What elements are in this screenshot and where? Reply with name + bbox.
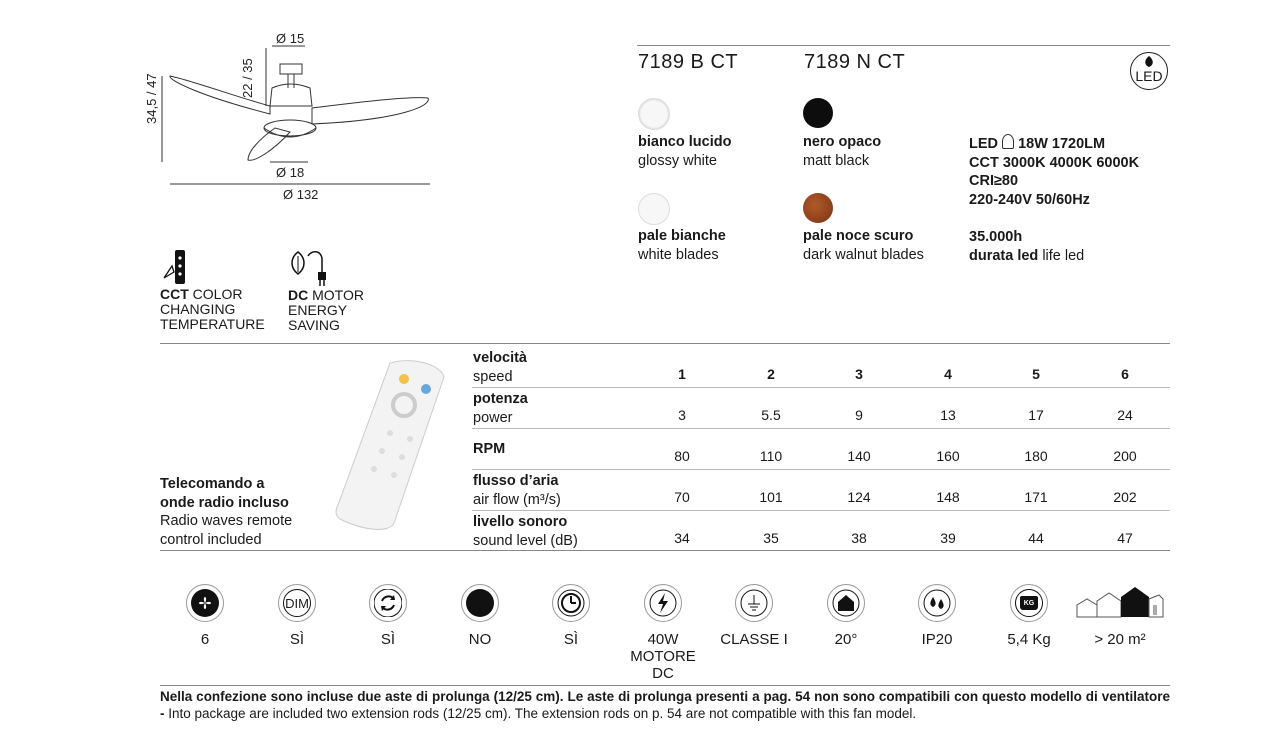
dc-line3: SAVING bbox=[288, 317, 340, 333]
swatch-matt-black bbox=[803, 98, 833, 128]
dc-motor-icon bbox=[288, 248, 334, 288]
speeds-icon bbox=[186, 584, 224, 622]
remote-en-1: Radio waves remote bbox=[160, 513, 293, 529]
finish-walnut-blades-en: dark walnut blades bbox=[803, 246, 924, 263]
table-cell: 24 bbox=[1117, 407, 1133, 423]
table-row-label-it: RPM bbox=[473, 441, 506, 457]
kg-badge-text: KG bbox=[1023, 600, 1035, 607]
finish-white-blades-en: white blades bbox=[638, 246, 719, 263]
dim-span: Ø 132 bbox=[283, 187, 319, 202]
table-cell: 17 bbox=[1028, 407, 1044, 423]
led-life bbox=[969, 228, 1084, 265]
table-row-label-it: potenza bbox=[473, 391, 528, 407]
remote-en-2: control included bbox=[160, 531, 262, 548]
table-row-label-en: power bbox=[473, 409, 513, 426]
swatch-white-blades bbox=[638, 193, 670, 225]
dimmable-value: SÌ bbox=[289, 631, 305, 648]
led-badge-text: LED bbox=[1135, 68, 1163, 84]
table-bottom-rule bbox=[160, 550, 1170, 551]
led-cri: CRI≥80 bbox=[969, 173, 1019, 189]
room-size-value: > 20 m² bbox=[1094, 631, 1146, 648]
motor-icon bbox=[644, 584, 682, 622]
inclination-icon bbox=[827, 584, 865, 622]
night-mode-icon bbox=[461, 584, 499, 622]
dc-rest: MOTOR bbox=[312, 287, 364, 303]
footer-it: Nella confezione sono incluse due aste di prolunga (12/25 cm). Le aste di prolunga presenti a pag. 54 non sono compatibili con questo modello di ventilatore bbox=[160, 689, 1170, 704]
dc-line2: ENERGY bbox=[288, 302, 348, 318]
swatch-walnut-blades bbox=[803, 193, 833, 223]
finish-glossy-white-it: bianco lucido bbox=[638, 134, 732, 150]
footer-sep: - bbox=[160, 705, 169, 721]
dim-rod-height: 22 / 35 bbox=[240, 58, 255, 98]
table-cell: 80 bbox=[674, 448, 690, 464]
ip-rating-icon bbox=[918, 584, 956, 622]
speeds-value: 6 bbox=[200, 631, 210, 648]
fan-drawing bbox=[140, 28, 440, 208]
table-row-label-en: speed bbox=[473, 368, 513, 385]
table-cell: 1 bbox=[678, 366, 686, 382]
table-cell: 5 bbox=[1032, 366, 1040, 382]
table-row-divider bbox=[472, 510, 1170, 511]
dimmable-icon bbox=[278, 584, 316, 622]
table-row-label bbox=[473, 431, 505, 459]
class-value: CLASSE I bbox=[720, 631, 788, 648]
table-cell: 35 bbox=[763, 530, 779, 546]
timer-value: SÌ bbox=[563, 631, 579, 648]
timer-icon bbox=[552, 584, 590, 622]
table-row-label-en: sound level (dB) bbox=[473, 532, 578, 549]
table-cell: 160 bbox=[936, 448, 960, 464]
weight-icon bbox=[1010, 584, 1048, 622]
table-cell: 47 bbox=[1117, 530, 1133, 546]
table-cell: 3 bbox=[678, 407, 686, 423]
dim-top-diameter: Ø 15 bbox=[276, 31, 305, 46]
led-life-en: life led bbox=[1042, 247, 1085, 264]
room-size-icon bbox=[1075, 585, 1165, 624]
led-cct: CCT 3000K 4000K 6000K bbox=[969, 154, 1140, 171]
cct-rest: COLOR bbox=[192, 286, 243, 302]
finish-matt-black-en: matt black bbox=[803, 152, 870, 169]
cct-line2: CHANGING bbox=[160, 301, 236, 317]
finish-walnut-blades-it: pale noce scuro bbox=[803, 228, 914, 244]
table-cell: 171 bbox=[1024, 489, 1048, 505]
table-cell: 6 bbox=[1121, 366, 1129, 382]
finish-white-blades-it: pale bianche bbox=[638, 228, 726, 244]
table-cell: 202 bbox=[1113, 489, 1137, 505]
cct-feature-label bbox=[160, 287, 265, 332]
header-rule bbox=[637, 45, 1170, 46]
led-life-hours: 35.000h bbox=[969, 229, 1023, 245]
table-row-divider bbox=[472, 428, 1170, 429]
table-cell: 39 bbox=[940, 530, 956, 546]
table-cell: 44 bbox=[1028, 530, 1044, 546]
table-cell: 200 bbox=[1113, 448, 1137, 464]
footer-en: Into package are included two extension rods (12/25 cm). The extension rods on p. 54 are not compatible with this fan model. bbox=[168, 705, 917, 721]
dim-light-diameter: Ø 18 bbox=[276, 165, 305, 180]
table-cell: 101 bbox=[759, 489, 783, 505]
table-cell: 13 bbox=[940, 407, 956, 423]
reverse-value: SÌ bbox=[380, 631, 396, 648]
table-row-divider bbox=[472, 387, 1170, 388]
table-row-label-it: velocità bbox=[473, 350, 527, 366]
table-cell: 140 bbox=[847, 448, 871, 464]
table-row-divider bbox=[472, 469, 1170, 470]
table-cell: 180 bbox=[1024, 448, 1048, 464]
remote-it-1: Telecomando a bbox=[160, 476, 265, 492]
dim-badge-text: DIM bbox=[285, 596, 309, 611]
model-code-white: 7189 B CT bbox=[638, 51, 739, 73]
table-row-label bbox=[473, 472, 561, 509]
table-cell: 3 bbox=[855, 366, 863, 382]
footer-note bbox=[160, 689, 1170, 722]
table-row-label bbox=[473, 349, 527, 386]
table-cell: 9 bbox=[855, 407, 863, 423]
finish-matt-black-it: nero opaco bbox=[803, 134, 882, 150]
cct-icon bbox=[162, 248, 192, 288]
table-cell: 4 bbox=[944, 366, 952, 382]
swatch-glossy-white bbox=[638, 98, 670, 130]
table-row-label bbox=[473, 513, 578, 550]
finish-matt-black bbox=[803, 133, 881, 170]
fan-illustration bbox=[140, 28, 440, 208]
dc-feature-label bbox=[288, 288, 364, 333]
table-cell: 5.5 bbox=[761, 407, 781, 423]
finish-glossy-white bbox=[638, 133, 731, 170]
weight-value: 5,4 Kg bbox=[1007, 631, 1051, 648]
led-specs bbox=[969, 134, 1139, 209]
footer-rule bbox=[160, 685, 1170, 686]
bulb-icon bbox=[1002, 134, 1014, 149]
finish-glossy-white-en: glossy white bbox=[638, 152, 717, 169]
finish-white-blades bbox=[638, 227, 726, 264]
led-prefix: LED bbox=[969, 136, 998, 152]
reverse-icon bbox=[369, 584, 407, 622]
table-cell: 38 bbox=[851, 530, 867, 546]
table-cell: 34 bbox=[674, 530, 690, 546]
table-row-label-en: air flow (m³/s) bbox=[473, 491, 561, 508]
table-row-label-it: flusso d’aria bbox=[473, 473, 559, 489]
led-life-it: durata led bbox=[969, 247, 1039, 264]
dc-bold: DC bbox=[288, 287, 309, 303]
led-voltage: 220-240V 50/60Hz bbox=[969, 191, 1090, 208]
remote-caption bbox=[160, 475, 292, 549]
finish-walnut-blades bbox=[803, 227, 924, 264]
model-code-black: 7189 N CT bbox=[804, 51, 906, 73]
inclination-value: 20° bbox=[834, 631, 858, 648]
table-row-label bbox=[473, 390, 528, 427]
table-cell: 124 bbox=[847, 489, 871, 505]
table-cell: 148 bbox=[936, 489, 960, 505]
table-cell: 2 bbox=[767, 366, 775, 382]
table-row-label-it: livello sonoro bbox=[473, 514, 568, 530]
ip-rating-value: IP20 bbox=[921, 631, 953, 648]
table-top-rule bbox=[160, 343, 1170, 344]
led-power: 18W 1720LM bbox=[1018, 136, 1106, 152]
remote-control-image bbox=[330, 355, 460, 535]
dim-total-height: 34,5 / 47 bbox=[144, 73, 159, 124]
led-badge-icon bbox=[1130, 52, 1168, 90]
motor-value: 40W MOTORE DC bbox=[630, 631, 696, 682]
cct-bold: CCT bbox=[160, 286, 189, 302]
cct-line3: TEMPERATURE bbox=[160, 316, 265, 332]
table-cell: 110 bbox=[759, 448, 783, 464]
class-icon bbox=[735, 584, 773, 622]
table-cell: 70 bbox=[674, 489, 690, 505]
remote-it-2: onde radio incluso bbox=[160, 494, 289, 511]
night-mode-value: NO bbox=[468, 631, 492, 648]
